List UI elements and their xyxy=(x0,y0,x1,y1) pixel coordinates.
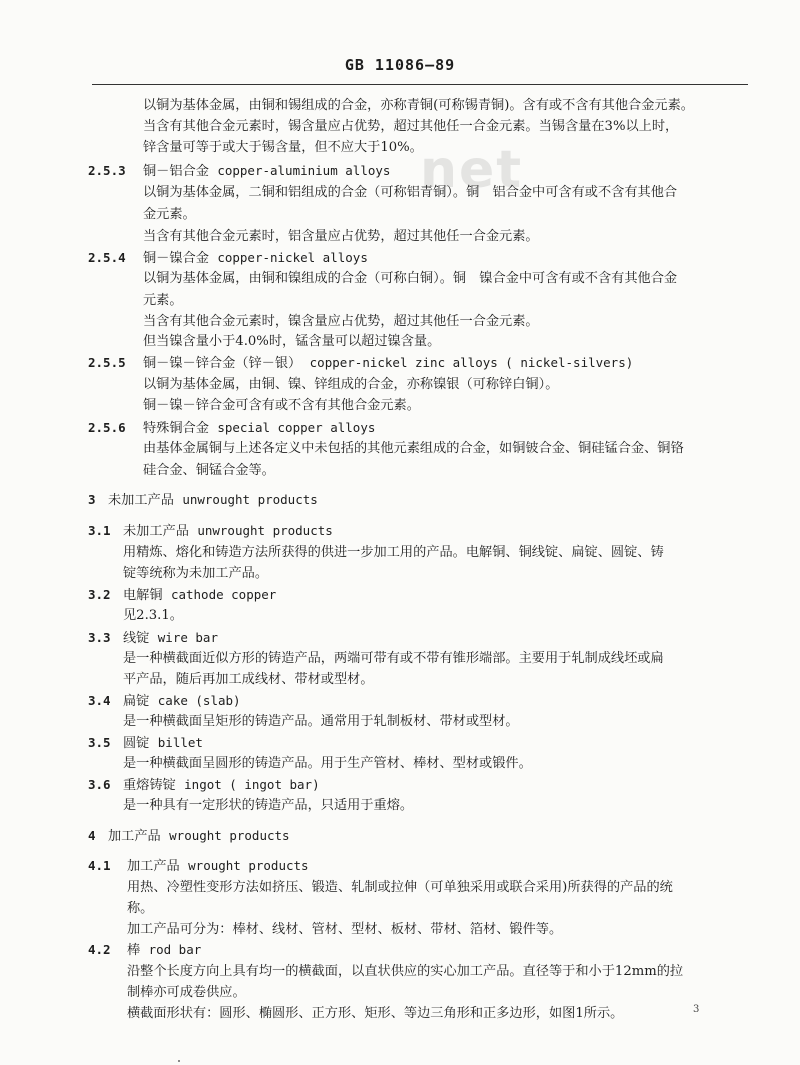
paragraph-line: 平产品，随后再加工成线材、带材或型材。 xyxy=(123,672,374,687)
paragraph-line: 是一种具有一定形状的铸造产品，只适用于重熔。 xyxy=(123,798,414,813)
paragraph-line: 当含有其他合金元素时，锡含量应占优势，超过其他任一合金元素。当锡含量在3%以上时， xyxy=(143,119,679,134)
clause-number: 2.5.5 xyxy=(88,355,126,370)
clause-title-en: unwrought products xyxy=(197,523,333,538)
section-title-en: wrought products xyxy=(169,828,290,843)
section-title xyxy=(108,492,318,509)
clause-title-cn: 铜－铝合金 xyxy=(143,164,209,179)
clause-title xyxy=(143,420,375,437)
clause-number: 2.5.4 xyxy=(88,250,126,265)
clause-title xyxy=(143,355,633,372)
clause-title-cn: 铜－镍合金 xyxy=(143,251,209,266)
section-title-en: unwrought products xyxy=(182,492,318,507)
clause-title-cn: 棒 xyxy=(127,943,141,958)
clause-title-cn: 铜－镍－锌合金（锌－银） xyxy=(143,356,302,371)
paragraph-line: 以铜为基体金属，由铜、镍、锌组成的合金，亦称镍银（可称锌白铜）。 xyxy=(143,377,559,392)
clause-title-en: cake (slab) xyxy=(157,693,241,708)
clause-title-cn: 扁锭 xyxy=(123,694,150,709)
clause-number: 3.1 xyxy=(88,523,111,538)
header-rule xyxy=(92,84,748,85)
section-title-cn: 加工产品 xyxy=(108,829,161,844)
paragraph-line: 称。 xyxy=(127,901,154,916)
page-number: 3 xyxy=(693,1004,700,1015)
clause-number: 4.1 xyxy=(88,858,111,873)
clause-title-en: wrought products xyxy=(188,858,309,873)
paragraph-line: 但当镍含量小于4.0%时，锰含量可以超过镍含量。 xyxy=(143,334,441,349)
scan-speck xyxy=(178,1060,180,1062)
clause-title-cn: 线锭 xyxy=(123,631,150,646)
clause-number: 3.2 xyxy=(88,587,111,602)
clause-title xyxy=(127,942,201,959)
paragraph-line: 由基体金属铜与上述各定义中未包括的其他元素组成的合金，如铜铍合金、铜硅锰合金、铜铬 xyxy=(143,441,684,456)
clause-title-cn: 特殊铜合金 xyxy=(143,421,209,436)
section-number: 4 xyxy=(88,828,96,843)
clause-number: 4.2 xyxy=(88,942,111,957)
clause-title-en: billet xyxy=(157,735,203,750)
clause-title-en: rod bar xyxy=(148,942,202,957)
clause-title-cn: 加工产品 xyxy=(127,859,180,874)
paragraph-line: 横截面形状有：圆形、椭圆形、正方形、矩形、等边三角形和正多边形，如图1所示。 xyxy=(127,1006,624,1021)
paragraph-line: 当含有其他合金元素时，镍含量应占优势，超过其他任一合金元素。 xyxy=(143,314,539,329)
paragraph-line: 沿整个长度方向上具有均一的横截面，以直状供应的实心加工产品。直径等于和小于12mm的拉 xyxy=(127,964,684,979)
paragraph-line: 是一种横截面呈圆形的铸造产品。用于生产管材、棒材、型材或锻件。 xyxy=(123,756,532,771)
paragraph-line: 铜－镍－锌合金可含有或不含有其他合金元素。 xyxy=(143,398,420,413)
paragraph-line: 以铜为基体金属，由铜和镍组成的合金（可称白铜）。铜 镍合金中可含有或不含有其他合金 xyxy=(143,271,678,286)
section-title xyxy=(108,828,290,845)
clause-title-en: cathode copper xyxy=(170,587,277,602)
paragraph-line: 锌含量可等于或大于锡含量，但不应大于10%。 xyxy=(143,140,423,155)
clause-title xyxy=(123,777,320,794)
clause-title-en: special copper alloys xyxy=(217,420,376,435)
section-number: 3 xyxy=(88,492,96,507)
clause-title-en: copper-nickel zinc alloys ( nickel-silvers) xyxy=(309,355,634,370)
clause-title xyxy=(123,587,276,604)
clause-title-cn: 未加工产品 xyxy=(123,524,189,539)
clause-title-en: copper-aluminium alloys xyxy=(217,163,391,178)
section-title-cn: 未加工产品 xyxy=(108,493,174,508)
clause-title xyxy=(127,858,309,875)
clause-title-cn: 圆锭 xyxy=(123,736,150,751)
clause-number: 3.4 xyxy=(88,693,111,708)
clause-number: 3.6 xyxy=(88,777,111,792)
clause-title-en: copper-nickel alloys xyxy=(217,250,368,265)
watermark: net xyxy=(420,140,524,200)
clause-number: 3.3 xyxy=(88,630,111,645)
clause-title-cn: 电解铜 xyxy=(123,588,163,603)
paragraph-line: 以铜为基体金属，由铜和锡组成的合金，亦称青铜(可称锡青铜)。含有或不含有其他合金元素。 xyxy=(143,98,694,113)
paragraph-line: 当含有其他合金元素时，铝含量应占优势，超过其他任一合金元素。 xyxy=(143,229,539,244)
paragraph-line: 用精炼、熔化和铸造方法所获得的供进一步加工用的产品。电解铜、铜线锭、扁锭、圆锭、铸 xyxy=(123,545,664,560)
clause-number: 2.5.3 xyxy=(88,163,126,178)
paragraph-line: 是一种横截面呈矩形的铸造产品。通常用于轧制板材、带材或型材。 xyxy=(123,714,519,729)
paragraph-line: 用热、冷塑性变形方法如挤压、锻造、轧制或拉伸（可单独采用或联合采用)所获得的产品的统 xyxy=(127,880,673,895)
paragraph-line: 加工产品可分为：棒材、线材、管材、型材、板材、带材、箔材、锻件等。 xyxy=(127,922,563,937)
paragraph-line: 见2.3.1。 xyxy=(123,608,183,623)
clause-number: 2.5.6 xyxy=(88,420,126,435)
paragraph-line: 硅合金、铜锰合金等。 xyxy=(143,463,275,478)
clause-title-en: wire bar xyxy=(157,630,218,645)
paragraph-line: 制棒亦可成卷供应。 xyxy=(127,985,246,1000)
clause-title xyxy=(123,693,241,710)
clause-title xyxy=(143,163,390,180)
clause-title-cn: 重熔铸锭 xyxy=(123,778,176,793)
paragraph-line: 金元素。 xyxy=(143,207,196,222)
paragraph-line: 锭等统称为未加工产品。 xyxy=(123,566,269,581)
paragraph-line: 以铜为基体金属，二铜和铝组成的合金（可称铝青铜）。铜 铝合金中可含有或不含有其他合 xyxy=(143,185,678,200)
paragraph-line: 是一种横截面近似方形的铸造产品，两端可带有或不带有锥形端部。主要用于轧制成线坯或扁 xyxy=(123,651,664,666)
clause-title-en: ingot ( ingot bar) xyxy=(184,777,320,792)
clause-title xyxy=(123,735,203,752)
clause-number: 3.5 xyxy=(88,735,111,750)
paragraph-line: 元素。 xyxy=(143,293,183,308)
clause-title xyxy=(123,630,218,647)
clause-title xyxy=(123,523,333,540)
standard-code-header: GB 11086—89 xyxy=(344,56,456,74)
clause-title xyxy=(143,250,368,267)
